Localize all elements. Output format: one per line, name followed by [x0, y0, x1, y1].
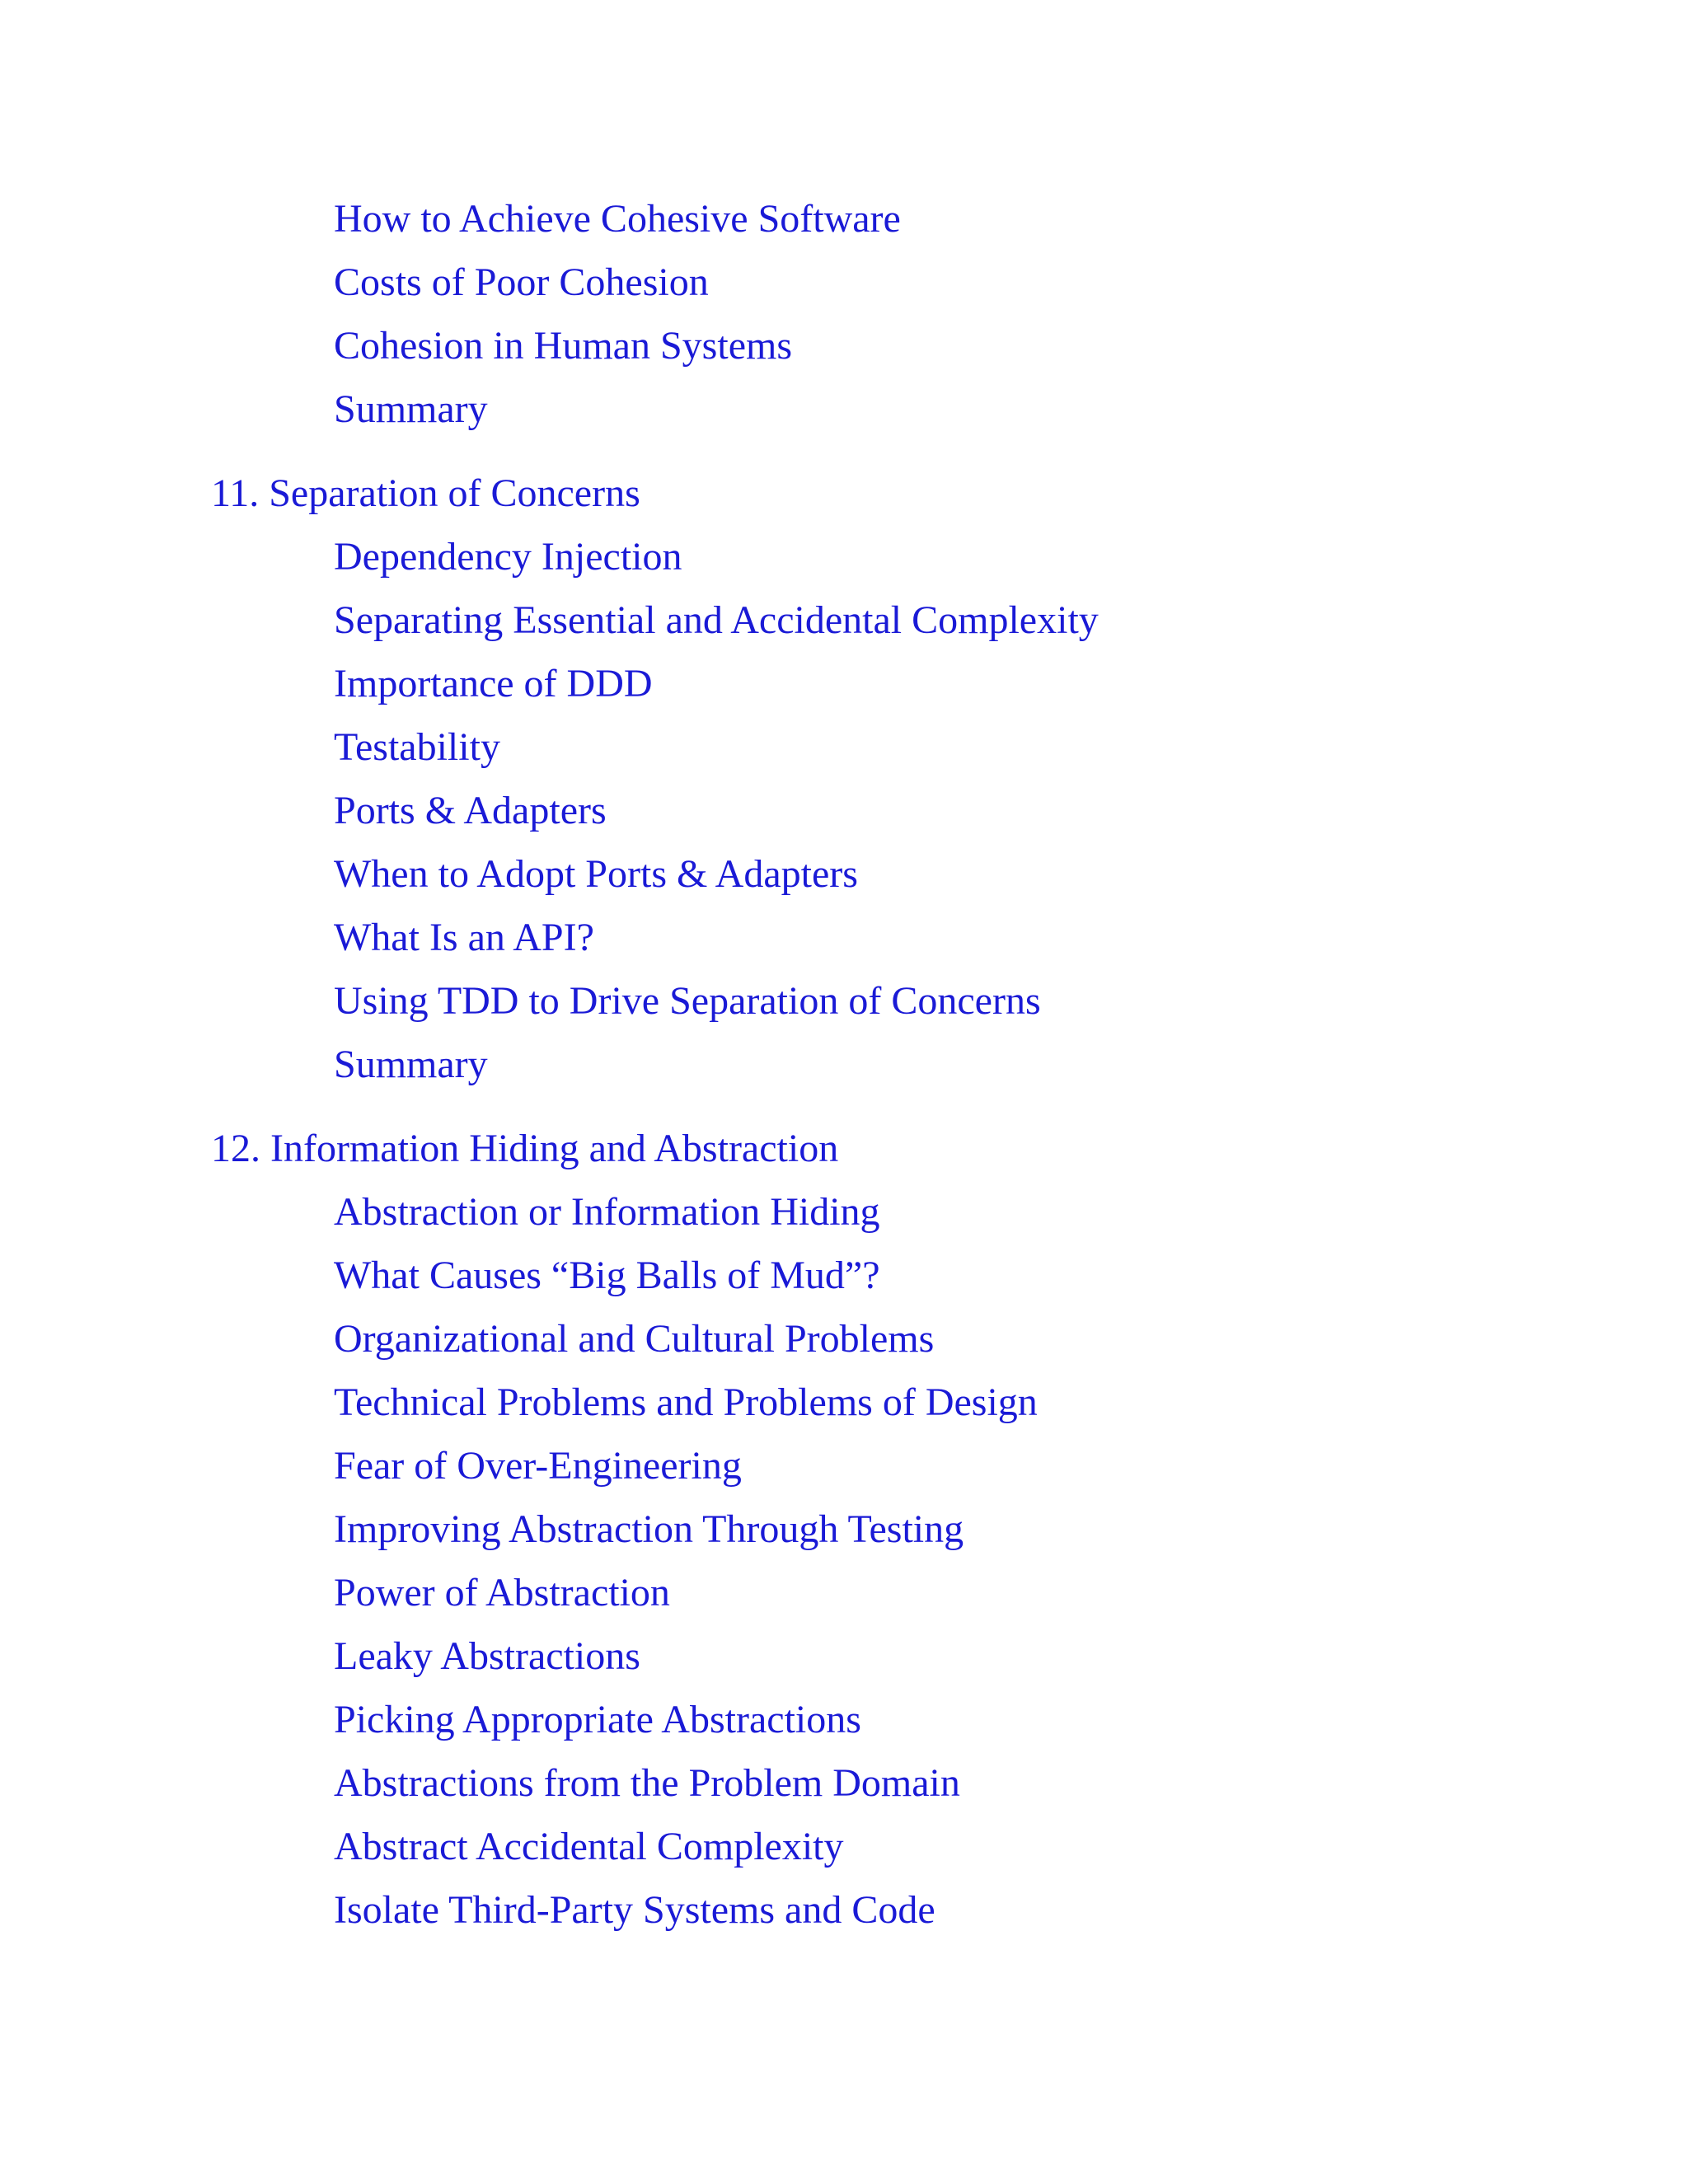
- toc-link-power-of-abstraction[interactable]: Power of Abstraction: [334, 1571, 670, 1615]
- toc-link-importance-of-ddd[interactable]: Importance of DDD: [334, 662, 653, 705]
- toc-link-costs-of-poor-cohesion[interactable]: Costs of Poor Cohesion: [334, 260, 709, 304]
- toc-link-cohesion-in-human-systems[interactable]: Cohesion in Human Systems: [334, 324, 793, 368]
- toc-link-technical-problems-and-problems-of-design[interactable]: Technical Problems and Problems of Design: [334, 1380, 1038, 1424]
- toc-link-abstract-accidental-complexity[interactable]: Abstract Accidental Complexity: [334, 1825, 844, 1868]
- toc-chapter-11[interactable]: 11. Separation of Concerns: [211, 471, 640, 515]
- toc-link-testability[interactable]: Testability: [334, 725, 500, 769]
- toc-link-what-is-an-api[interactable]: What Is an API?: [334, 916, 594, 959]
- toc-link-improving-abstraction-through-testing[interactable]: Improving Abstraction Through Testing: [334, 1507, 964, 1551]
- toc-link-summary[interactable]: Summary: [334, 1043, 488, 1086]
- toc-link-fear-of-over-engineering[interactable]: Fear of Over-Engineering: [334, 1444, 742, 1488]
- toc-link-when-to-adopt-ports-and-adapters[interactable]: When to Adopt Ports & Adapters: [334, 852, 858, 896]
- toc-link-separating-essential-and-accidental-complexity[interactable]: Separating Essential and Accidental Complexity: [334, 598, 1099, 642]
- toc-link-isolate-third-party-systems-and-code[interactable]: Isolate Third-Party Systems and Code: [334, 1888, 935, 1932]
- toc-link-abstractions-from-the-problem-domain[interactable]: Abstractions from the Problem Domain: [334, 1761, 960, 1805]
- toc-link-what-causes-big-balls-of-mud[interactable]: What Causes “Big Balls of Mud”?: [334, 1254, 880, 1297]
- toc-link-dependency-injection[interactable]: Dependency Injection: [334, 535, 682, 579]
- toc-link-abstraction-or-information-hiding[interactable]: Abstraction or Information Hiding: [334, 1190, 880, 1234]
- toc-link-using-tdd-to-drive-separation-of-concerns[interactable]: Using TDD to Drive Separation of Concerns: [334, 979, 1041, 1023]
- toc-link-picking-appropriate-abstractions[interactable]: Picking Appropriate Abstractions: [334, 1698, 861, 1741]
- toc-link-how-to-achieve-cohesive-software[interactable]: How to Achieve Cohesive Software: [334, 197, 901, 241]
- toc-link-organizational-and-cultural-problems[interactable]: Organizational and Cultural Problems: [334, 1317, 935, 1361]
- toc-chapter-12[interactable]: 12. Information Hiding and Abstraction: [211, 1127, 839, 1170]
- toc-link-summary[interactable]: Summary: [334, 387, 488, 431]
- toc-link-leaky-abstractions[interactable]: Leaky Abstractions: [334, 1634, 640, 1678]
- toc-link-ports-and-adapters[interactable]: Ports & Adapters: [334, 789, 607, 832]
